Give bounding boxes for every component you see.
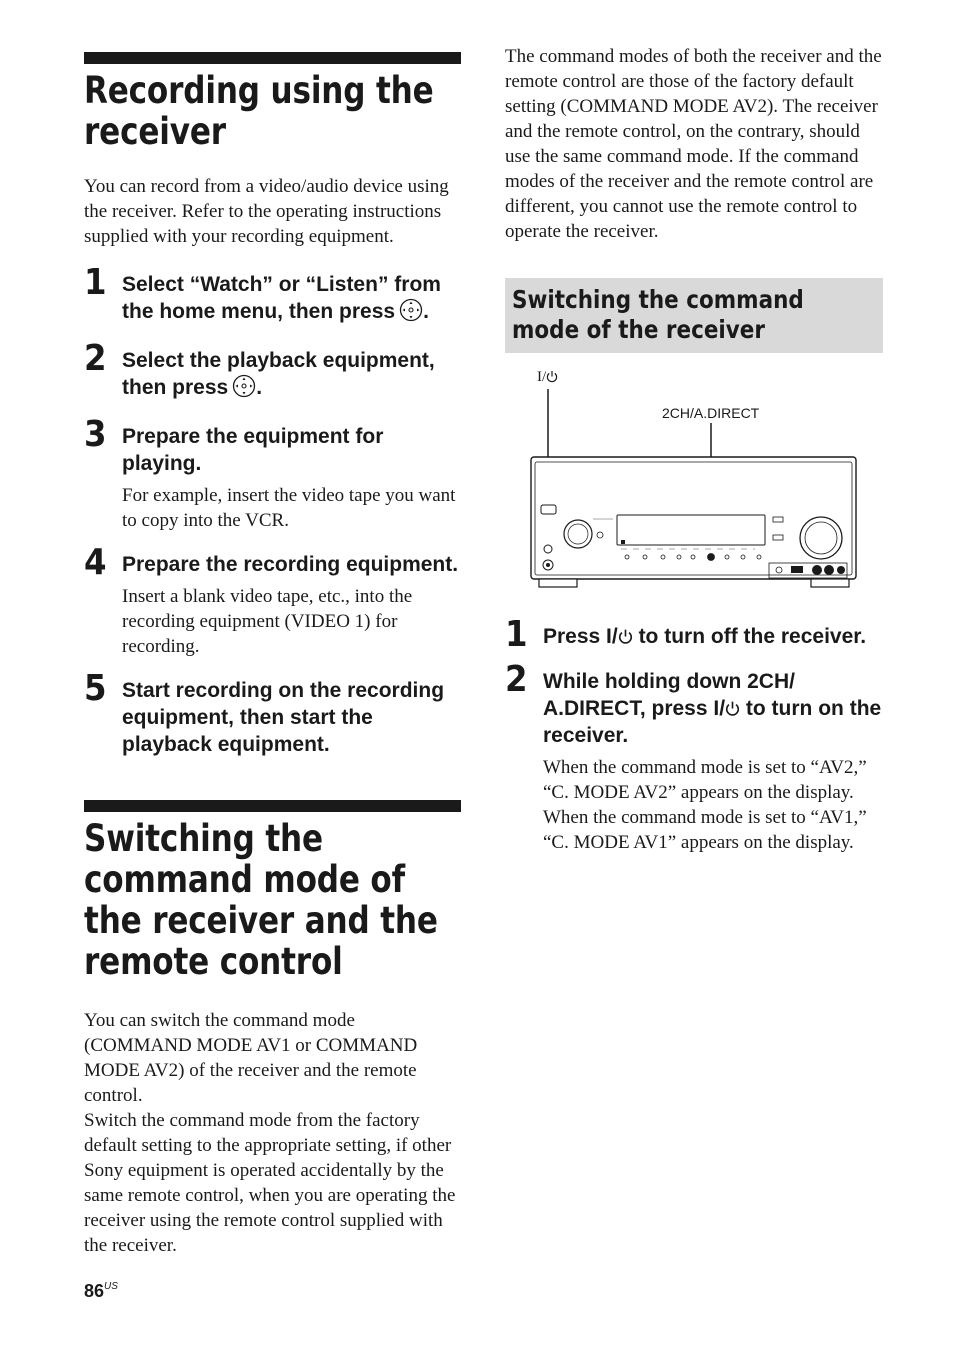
left-column [84,52,461,1258]
step-number: 1 [505,614,528,655]
step-number: 1 [84,262,107,303]
enter-button-icon [399,298,423,329]
step-body: Insert a blank video tape, etc., into the recording equipment (VIDEO 1) for recording. [122,586,413,657]
receiver-illustration [505,367,883,599]
command-mode-para-2: Switch the command mode from the factory default setting to the appropriate setting, if other Sony equipment is operated accidentally by the same remote control, when you are operating the receiver using the remote control supplied with the receiver. [84,1110,456,1256]
command-mode-para-3: The command modes of both the receiver and the remote control are those of the factory default setting (COMMAND MODE AV2). The receiver and the remote control, on the contrary, should use the same command mode. If the command modes of the receiver and the remote control are different, you cannot use the remote control to operate the receiver. [505,46,882,242]
step-number: 2 [84,338,107,379]
power-icon [618,628,633,645]
page-number: 86 [84,1281,105,1301]
recording-intro: You can record from a video/audio device using the receiver. Refer to the operating instructions supplied with your recording equipment. [84,176,449,247]
section-title-recording: Recording using the receiver [84,69,434,153]
step-number: 4 [84,542,107,583]
step-body: When the command mode is set to “AV2,” “C. MODE AV2” appears on the display. When the command mode is set to “AV1,” “C. MODE AV1” appears on the display. [543,757,867,853]
step-5 [84,668,461,758]
command-mode-para-1: You can switch the command mode (COMMAND MODE AV1 or COMMAND MODE AV2) of the receiver and the remote control. [84,1010,418,1106]
step-title: Start recording on the recording equipment, then start the playback equipment. [122,679,445,756]
step-2 [84,338,461,405]
step-body: For example, insert the video tape you want to copy into the VCR. [122,485,456,531]
power-button-label: I/ [537,369,558,386]
section-rule [84,800,461,812]
step-number: 2 [505,659,528,700]
subsection-header [505,278,883,353]
step-4 [84,542,461,659]
enter-button-icon [232,374,256,405]
step-title: Select the playback equipment, then press . [122,347,461,405]
subsection-title: Switching the command mode of the receiver [512,285,804,344]
step-title: While holding down 2CH/ A.DIRECT, press I/ to turn on the receiver. [543,670,882,747]
step-1 [84,262,461,329]
region-code: US [104,1281,118,1292]
right-column [505,44,883,855]
step-title: Prepare the equipment for playing. [122,425,384,475]
receiver-front-panel-diagram [505,367,883,599]
section-title-command-mode: Switching the command mode of the receiver and the remote control [84,817,438,983]
step-title: Prepare the recording equipment. [122,553,459,576]
step-3 [84,414,461,533]
step-number: 3 [84,414,107,455]
page-footer [84,1281,118,1302]
power-icon [725,700,740,717]
subsection-step-2 [505,659,883,855]
subsection-step-1 [505,614,883,655]
section-rule [84,52,461,64]
step-title: Press I/ to turn off the receiver. [543,625,867,648]
direct-button-label: 2CH/A.DIRECT [662,405,760,421]
step-number: 5 [84,668,107,709]
step-title: Select “Watch” or “Listen” from the home menu, then press . [122,271,461,329]
